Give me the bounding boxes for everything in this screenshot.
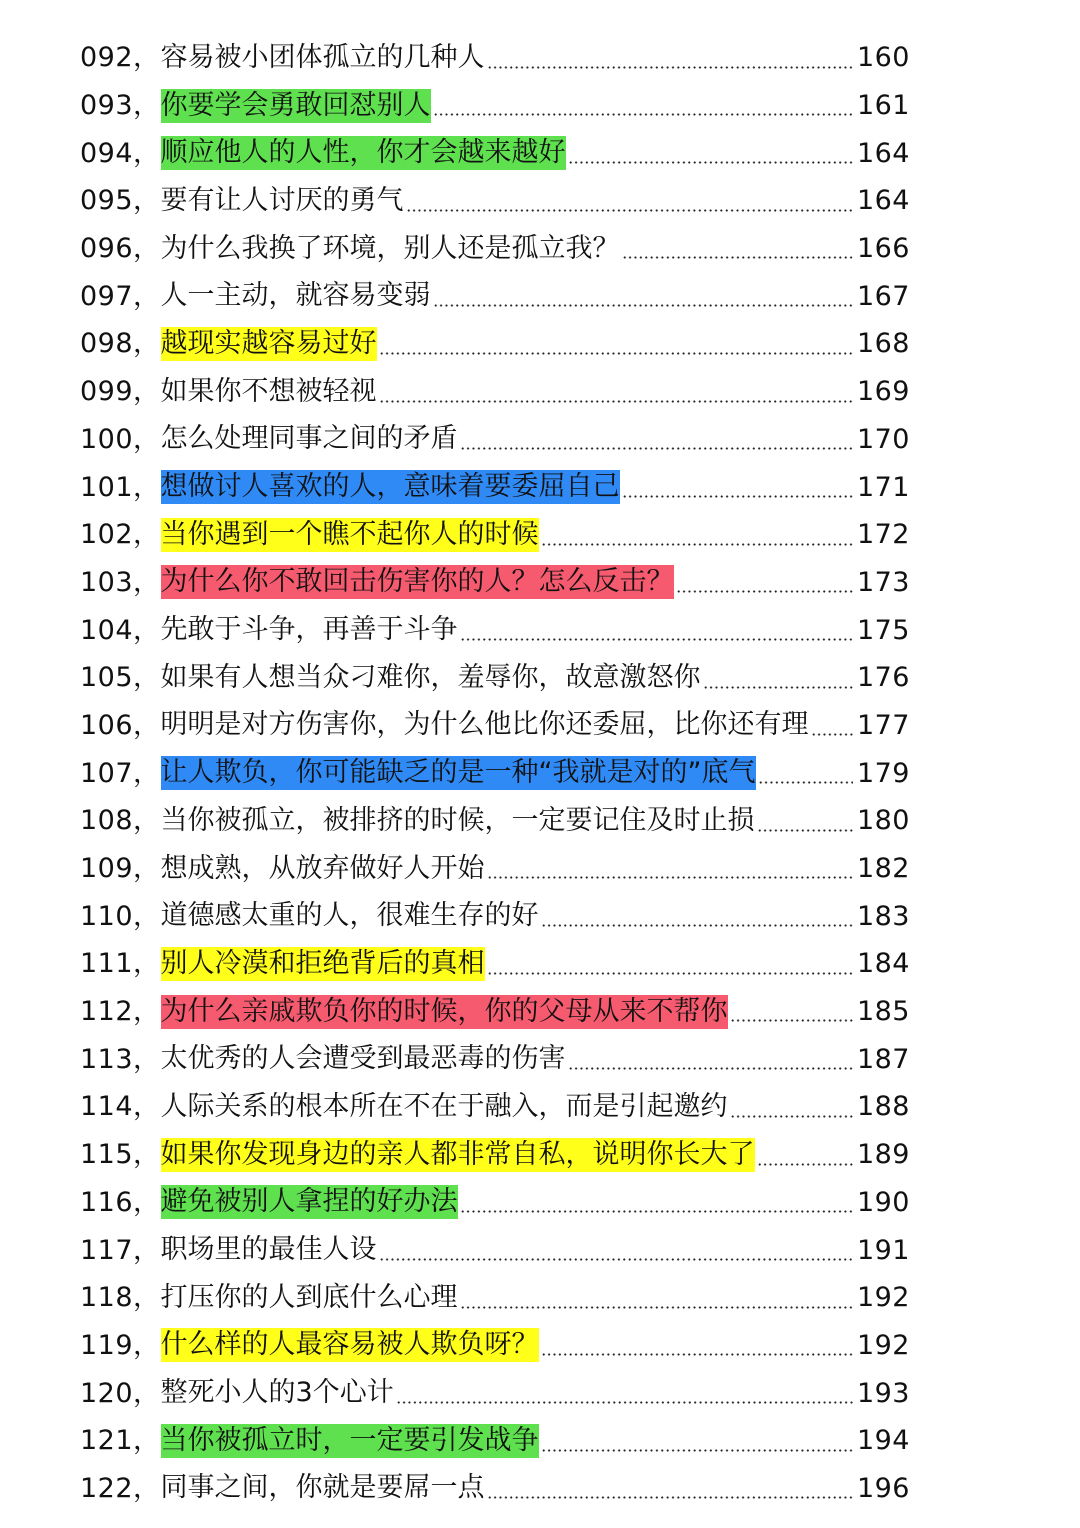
entry-page-number: 187 [856,1043,910,1075]
entry-page-number: 167 [856,280,910,312]
toc-entry[interactable] [80,1465,910,1513]
dot-leader [541,543,853,546]
entry-title: 整死小人的3个心计 [160,1377,394,1409]
entry-title: 想成熟，从放弃做好人开始 [160,852,485,884]
toc-entry[interactable] [80,368,910,416]
entry-page-number: 190 [856,1186,910,1218]
entry-page-number: 180 [856,805,910,837]
dot-leader [622,495,853,498]
entry-title: 要有让人讨厌的勇气 [160,184,404,216]
toc-entry[interactable] [80,559,910,607]
entry-title: 太优秀的人会遭受到最恶毒的伤害 [160,1043,566,1075]
entry-number: 117， [80,1234,161,1266]
entry-number: 092， [80,42,161,74]
dot-leader [460,447,853,450]
entry-page-number: 192 [856,1282,910,1314]
toc-entry[interactable] [80,511,910,559]
entry-number: 095， [80,185,161,217]
toc-entry[interactable] [80,606,910,654]
dot-leader [730,1019,853,1022]
toc-entry[interactable] [80,129,910,177]
entry-number: 111， [80,948,161,980]
entry-title: 如果你发现身边的亲人都非常自私，说明你长大了 [160,1138,755,1170]
dot-leader [730,1115,853,1118]
entry-page-number: 185 [856,996,910,1028]
entry-number: 093， [80,90,161,122]
toc-entry[interactable] [80,272,910,320]
toc-entry[interactable] [80,654,910,702]
dot-leader [460,638,853,641]
entry-page-number: 171 [856,471,910,503]
toc-entry[interactable] [80,225,910,273]
entry-page-number: 160 [856,42,910,74]
entry-number: 110， [80,900,161,932]
toc-entry[interactable] [80,892,910,940]
entry-number: 120， [80,1377,161,1409]
toc-entry[interactable] [80,1035,910,1083]
entry-number: 104， [80,614,161,646]
entry-title: 让人欺负，你可能缺乏的是一种“我就是对的”底气 [160,757,756,789]
entry-title: 人一主动，就容易变弱 [160,280,431,312]
entry-title: 越现实越容易过好 [160,327,377,359]
entry-page-number: 177 [856,709,910,741]
dot-leader [460,1210,853,1213]
dot-leader [379,352,853,355]
entry-title: 什么样的人最容易被人欺负呀？ [160,1329,539,1361]
entry-number: 099， [80,376,161,408]
entry-number: 098， [80,328,161,360]
toc-entry[interactable] [80,463,910,511]
entry-title: 如果你不想被轻视 [160,375,377,407]
dot-leader [406,209,853,212]
entry-page-number: 189 [856,1139,910,1171]
toc-entry[interactable] [80,34,910,82]
dot-leader [396,1401,853,1404]
entry-number: 105， [80,662,161,694]
entry-number: 100， [80,423,161,455]
entry-title: 同事之间，你就是要屌一点 [160,1472,485,1504]
entry-page-number: 169 [856,376,910,408]
toc-entry[interactable] [80,1226,910,1274]
entry-number: 106， [80,709,161,741]
entry-title: 职场里的最佳人设 [160,1234,377,1266]
toc-entry[interactable] [80,797,910,845]
entry-number: 102， [80,519,161,551]
dot-leader [541,924,853,927]
toc-entry[interactable] [80,1083,910,1131]
dot-leader [676,590,853,593]
entry-page-number: 168 [856,328,910,360]
entry-title: 你要学会勇敢回怼别人 [160,89,431,121]
toc-entry[interactable] [80,702,910,750]
entry-number: 119， [80,1329,161,1361]
entry-title: 为什么我换了环境，别人还是孤立我？ [160,232,620,264]
toc-entry[interactable] [80,177,910,225]
dot-leader [433,304,853,307]
entry-page-number: 182 [856,853,910,885]
entry-number: 115， [80,1139,161,1171]
dot-leader [568,1067,853,1070]
entry-title: 容易被小团体孤立的几种人 [160,41,485,73]
entry-page-number: 194 [856,1425,910,1457]
entry-number: 094， [80,137,161,169]
entry-page-number: 175 [856,614,910,646]
entry-page-number: 196 [856,1472,910,1504]
entry-number: 118， [80,1282,161,1314]
entry-number: 096， [80,233,161,265]
entry-title: 如果有人想当众刁难你，羞辱你，故意激怒你 [160,661,701,693]
entry-title: 明明是对方伤害你，为什么他比你还委屈，比你还有理 [160,709,809,741]
entry-number: 122， [80,1472,161,1504]
toc-entry[interactable] [80,320,910,368]
entry-page-number: 161 [856,90,910,122]
entry-title: 当你遇到一个瞧不起你人的时候 [160,518,539,550]
entry-title: 怎么处理同事之间的矛盾 [160,423,458,455]
entry-number: 103， [80,566,161,598]
toc-entry[interactable] [80,749,910,797]
dot-leader [757,829,853,832]
dot-leader [487,876,853,879]
toc-entry[interactable] [80,940,910,988]
entry-number: 108， [80,805,161,837]
entry-page-number: 172 [856,519,910,551]
entry-number: 113， [80,1043,161,1075]
dot-leader [568,161,853,164]
entry-number: 101， [80,471,161,503]
dot-leader [757,1163,853,1166]
entry-page-number: 179 [856,757,910,789]
dot-leader [541,1449,853,1452]
entry-page-number: 188 [856,1091,910,1123]
toc-entry[interactable] [80,1131,910,1179]
dot-leader [811,733,853,736]
entry-title: 先敢于斗争，再善于斗争 [160,614,458,646]
dot-leader [487,1496,853,1499]
toc-entry[interactable] [80,1417,910,1465]
table-of-contents [80,34,910,1512]
entry-title: 别人冷漠和拒绝背后的真相 [160,947,485,979]
entry-number: 116， [80,1186,161,1218]
entry-title: 道德感太重的人，很难生存的好 [160,900,539,932]
dot-leader [433,113,853,116]
toc-entry[interactable] [80,1322,910,1370]
entry-title: 顺应他人的人性，你才会越来越好 [160,137,566,169]
dot-leader [379,1258,853,1261]
entry-title: 打压你的人到底什么心理 [160,1281,458,1313]
entry-title: 为什么亲戚欺负你的时候，你的父母从来不帮你 [160,995,728,1027]
entry-page-number: 166 [856,233,910,265]
toc-entry[interactable] [80,1179,910,1227]
entry-page-number: 173 [856,566,910,598]
entry-page-number: 193 [856,1377,910,1409]
entry-page-number: 184 [856,948,910,980]
entry-number: 114， [80,1091,161,1123]
entry-number: 112， [80,996,161,1028]
entry-page-number: 164 [856,185,910,217]
toc-entry[interactable] [80,845,910,893]
entry-number: 109， [80,853,161,885]
entry-title: 避免被别人拿捏的好办法 [160,1186,458,1218]
dot-leader [379,400,853,403]
entry-page-number: 164 [856,137,910,169]
entry-title: 当你被孤立，被排挤的时候，一定要记住及时止损 [160,804,755,836]
dot-leader [487,66,853,69]
entry-page-number: 176 [856,662,910,694]
entry-page-number: 183 [856,900,910,932]
toc-entry[interactable] [80,988,910,1036]
dot-leader [460,1306,853,1309]
entry-page-number: 191 [856,1234,910,1266]
entry-number: 107， [80,757,161,789]
entry-number: 097， [80,280,161,312]
dot-leader [703,686,853,689]
entry-page-number: 192 [856,1329,910,1361]
entry-page-number: 170 [856,423,910,455]
dot-leader [758,781,853,784]
dot-leader [541,1353,853,1356]
entry-title: 人际关系的根本所在不在于融入，而是引起邀约 [160,1090,728,1122]
entry-title: 想做讨人喜欢的人，意味着要委屈自己 [160,471,620,503]
toc-entry[interactable] [80,1274,910,1322]
toc-entry[interactable] [80,416,910,464]
toc-entry[interactable] [80,82,910,130]
entry-title: 当你被孤立时，一定要引发战争 [160,1424,539,1456]
dot-leader [622,256,853,259]
entry-number: 121， [80,1425,161,1457]
dot-leader [487,972,853,975]
toc-entry[interactable] [80,1369,910,1417]
entry-title: 为什么你不敢回击伤害你的人？怎么反击？ [160,566,674,598]
